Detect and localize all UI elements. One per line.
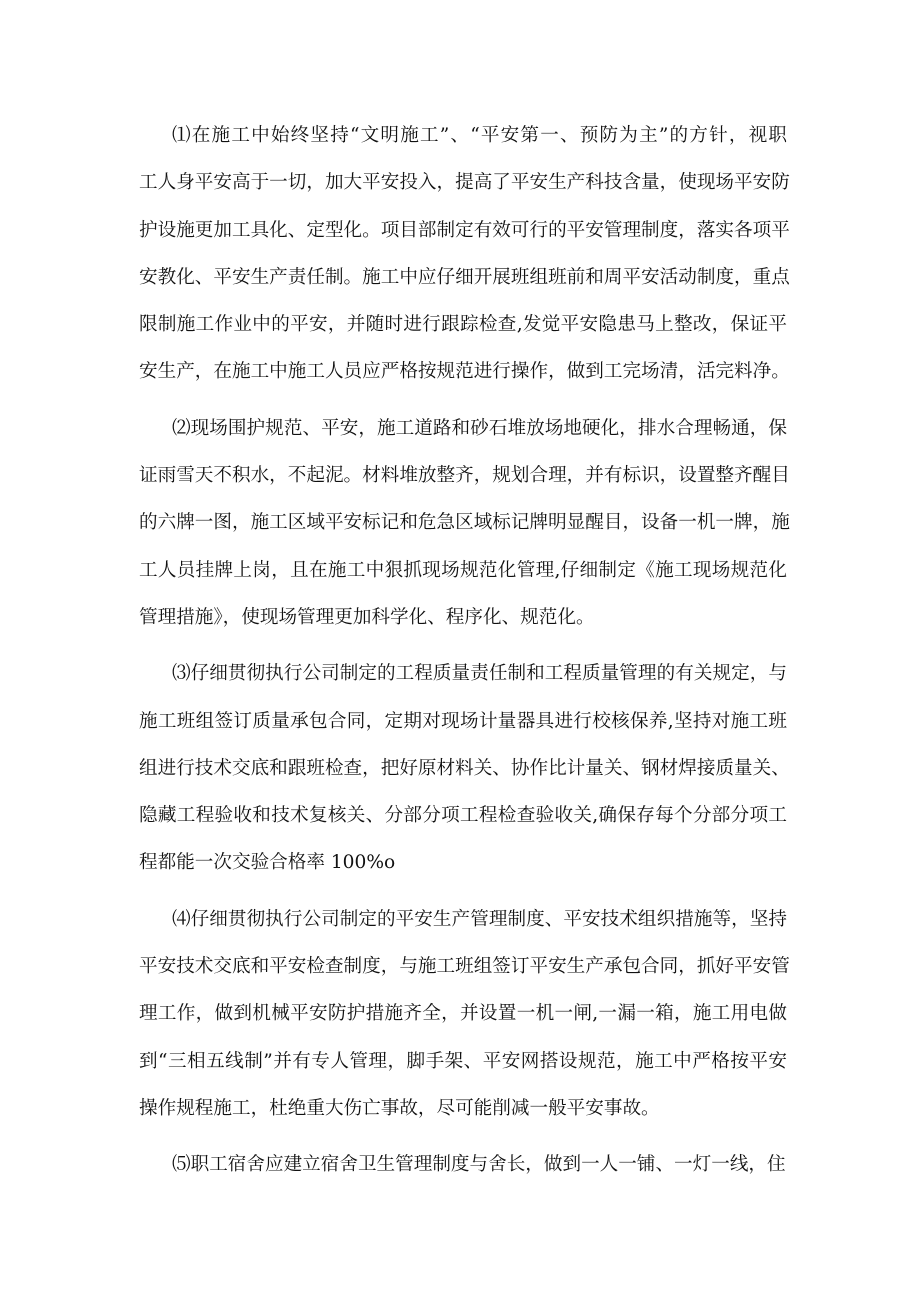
paragraph-line: 的六牌一图，施工区域平安标记和危急区域标记牌明显醒目，设备一机一牌，施 xyxy=(139,512,790,534)
paragraph-line: 证雨雪天不积水，不起泥。材料堆放整齐，规划合理，并有标识，设置整齐醒目 xyxy=(139,465,790,487)
paragraph-line: 安生产，在施工中施工人员应严格按规范进行操作，做到工完场清，活完料净。 xyxy=(139,361,790,383)
paragraph-line: 组进行技术交底和跟班检查，把好原材料关、协作比计量关、钢材焊接质量关、 xyxy=(139,757,790,779)
paragraph-line: 工人员挂牌上岗，且在施工中狠抓现场规范化管理,仔细制定《施工现场规范化 xyxy=(139,559,787,581)
paragraph-line: 限制施工作业中的平安，并随时进行跟踪检查,发觉平安隐患马上整改，保证平 xyxy=(139,314,787,336)
paragraph-line: 程都能一次交验合格率 100%o xyxy=(139,852,396,874)
paragraph-line: ⑴在施工中始终坚持“文明施工”、“平安第一、预防为主”的方针，视职 xyxy=(172,125,787,146)
paragraph-line: 护设施更加工具化、定型化。项目部制定有效可行的平安管理制度，落实各项平 xyxy=(139,219,790,241)
paragraph-line: ⑸职工宿舍应建立宿舍卫生管理制度与舍长，做到一人一铺、一灯一线，住 xyxy=(172,1154,786,1176)
paragraph-1 xyxy=(139,112,790,396)
paragraph-line: ⑷仔细贯彻执行公司制定的平安生产管理制度、平安技术组织措施等，坚持 xyxy=(172,908,787,930)
paragraph-5 xyxy=(139,1141,787,1188)
document-body xyxy=(139,112,790,1198)
paragraph-line: 隐藏工程验收和技术复核关、分部分项工程检查验收关,确保存每个分部分项工 xyxy=(139,805,787,827)
paragraph-line: 操作规程施工，杜绝重大伤亡事故，尽可能削减一般平安事故。 xyxy=(139,1097,660,1119)
paragraph-2 xyxy=(139,405,790,641)
paragraph-line: 管理措施》，使现场管理更加科学化、程序化、规范化。 xyxy=(139,606,595,628)
paragraph-4 xyxy=(139,896,790,1132)
paragraph-line: 平安技术交底和平安检查制度，与施工班组签订平安生产承包合同，抓好平安管 xyxy=(139,956,790,978)
paragraph-line: ⑶仔细贯彻执行公司制定的工程质量责任制和工程质量管理的有关规定，与 xyxy=(172,663,787,685)
paragraph-line: 理工作，做到机械平安防护措施齐全，并设置一机一闸,一漏一箱，施工用电做 xyxy=(139,1003,787,1025)
paragraph-line: 工人身平安高于一切，加大平安投入，提高了平安生产科技含量，使现场平安防 xyxy=(139,172,790,194)
paragraph-line: ⑵现场围护规范、平安，施工道路和砂石堆放场地硬化，排水合理畅通，保 xyxy=(172,417,787,439)
paragraph-line: 安教化、平安生产责任制。施工中应仔细开展班组班前和周平安活动制度，重点 xyxy=(139,266,790,288)
paragraph-3 xyxy=(139,650,790,886)
paragraph-line: 到“三相五线制”并有专人管理，脚手架、平安网搭设规范，施工中严格按平安 xyxy=(139,1050,787,1072)
paragraph-line: 施工班组签订质量承包合同，定期对现场计量器具进行校核保养,坚持对施工班 xyxy=(139,710,787,732)
